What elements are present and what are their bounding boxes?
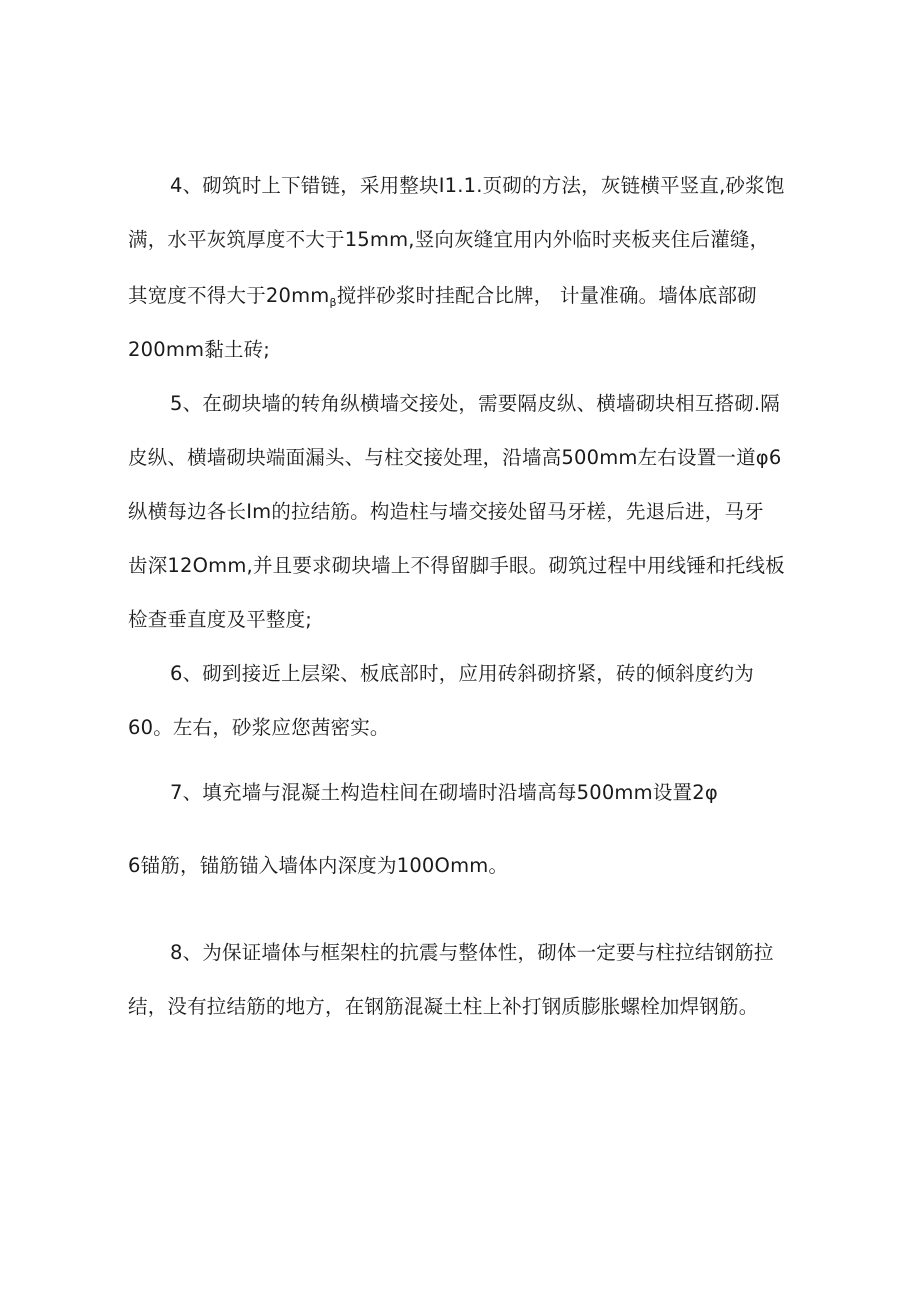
paragraph-8-line-1: 8、为保证墙体与框架柱的抗震与整体性，砌体一定要与柱拉结钢筋拉 — [170, 941, 774, 964]
paragraph-4-line-2: 满，水平灰筑厚度不大于15mm,竖向灰缝宜用内外临时夹板夹住后灌缝， — [128, 228, 770, 251]
paragraph-4-subscript: β — [329, 296, 337, 309]
paragraph-4-line-1: 4、砌筑时上下错链，采用整块I1.1.页砌的方法，灰链横平竖直,砂浆饱 — [170, 174, 785, 197]
paragraph-8-line-2: 结，没有拉结筋的地方，在钢筋混凝土柱上补打钢质膨胀螺栓加焊钢筋。 — [128, 995, 759, 1018]
paragraph-7-line-2: 6锚筋，锚筋锚入墙体内深度为100Omm。 — [128, 854, 509, 877]
paragraph-5-line-4: 齿深12Omm,并且要求砌块墙上不得留脚手眼。砌筑过程中用线锤和托线板 — [128, 554, 785, 577]
paragraph-4-line-3-start: 其宽度不得大于20mm — [128, 284, 330, 307]
paragraph-7-line-1: 7、填充墙与混凝土构造柱间在砌墙时沿墙高每500mm设置2φ — [170, 781, 718, 804]
paragraph-5-line-1: 5、在砌块墙的转角纵横墙交接处，需要隔皮纵、横墙砌块相互搭砌.隔 — [170, 392, 781, 415]
paragraph-5-line-2: 皮纵、横墙砌块端面漏头、与柱交接处理，沿墙高500mm左右设置一道φ6 — [128, 446, 782, 469]
paragraph-5-line-3: 纵横每边各长Im的拉结筋。构造柱与墙交接处留马牙槎，先退后进，马牙 — [128, 500, 764, 523]
paragraph-4-line-3 — [128, 282, 757, 317]
paragraph-6-line-1: 6、砌到接近上层梁、板底部时，应用砖斜砌挤紧，砖的倾斜度约为 — [170, 662, 754, 685]
paragraph-4-line-4: 200mm黏土砖; — [128, 338, 271, 361]
paragraph-4-line-3-end: 搅拌砂浆时挂配合比牌， 计量准确。墙体底部砌 — [336, 284, 757, 307]
paragraph-6-line-2: 60。左右，砂浆应您茜密实。 — [128, 716, 390, 739]
paragraph-5-line-5: 检查垂直度及平整度; — [128, 608, 313, 631]
